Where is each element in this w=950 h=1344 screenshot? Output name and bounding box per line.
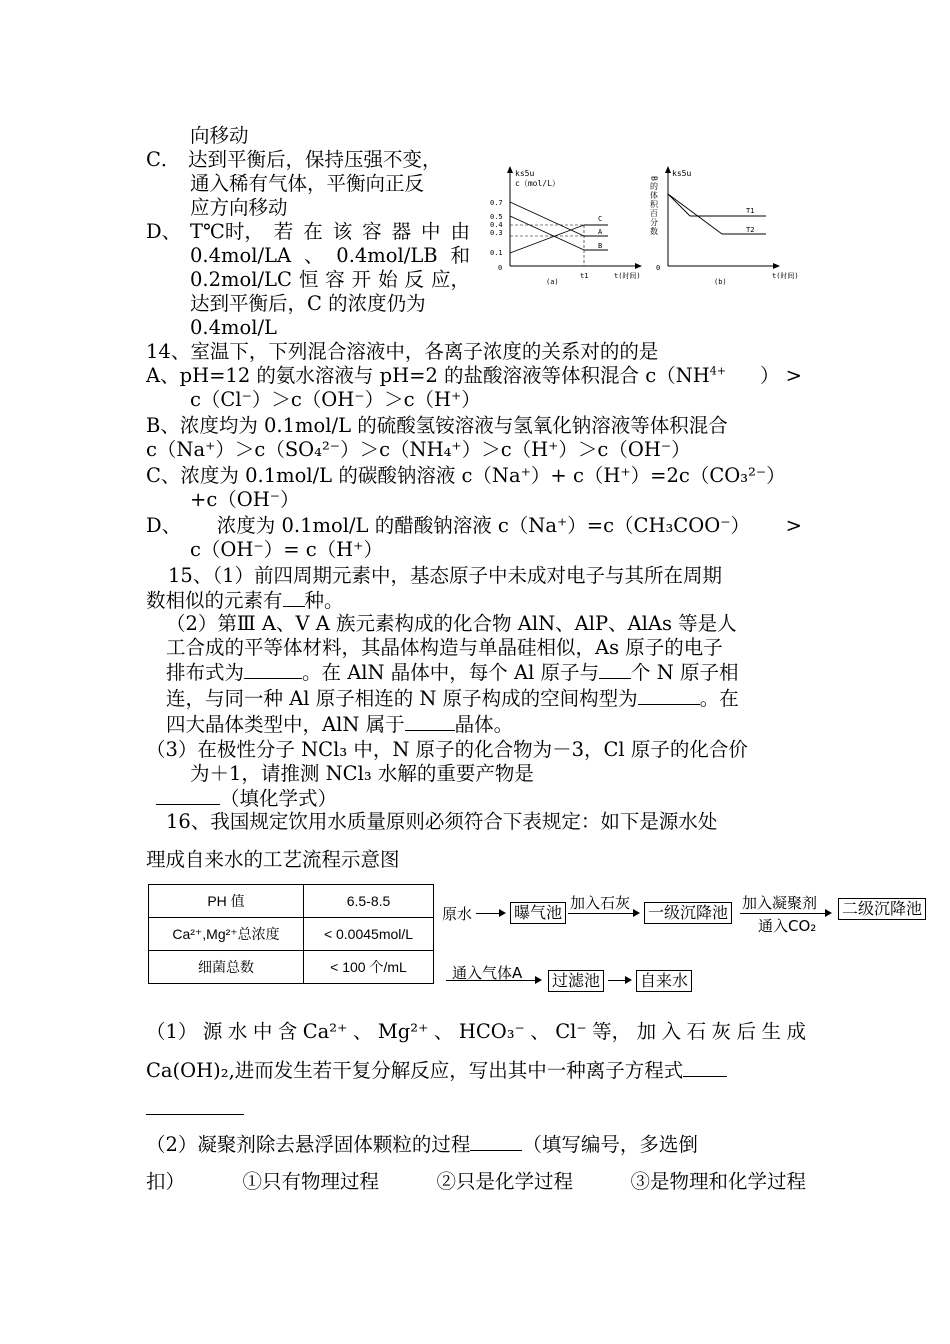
q15-line7: 四大晶体类型中，AlN 属于 晶体。	[166, 713, 514, 736]
figure-b-origin: 0	[656, 264, 661, 272]
q13-d-line5: 0.4mol/L	[190, 316, 277, 339]
q16-p2-line2: 扣） ①只有物理过程 ②只是化学过程 ③是物理和化学过程	[146, 1170, 806, 1193]
figure-b-curve-t2	[668, 194, 722, 234]
q13-c-label: C．	[146, 148, 181, 171]
q15-line8: （3）在极性分子 NCl₃ 中，N 原子的化合物为－3，Cl 原子的化合价	[146, 738, 748, 761]
table-cell: < 100 个/mL	[304, 951, 434, 984]
q14-option-c-line1: C、浓度为 0.1mol/L 的碳酸钠溶液 c（Na⁺）+ c（H⁺）=2c（CO₃²⁻）	[146, 464, 786, 487]
q13-c-line2: 通入稀有气体，平衡向正反	[190, 172, 425, 195]
q15-line2: 数相似的元素有 种。	[146, 589, 344, 612]
figure-b-xlabel: t(时间)	[772, 272, 799, 280]
q13-d-line1: T℃时， 若 在 该 容 器 中 由	[190, 220, 470, 243]
answer-blank[interactable]	[683, 1058, 727, 1077]
flow-aeration-tank: 曝气池	[510, 902, 566, 924]
flow-arrow	[476, 913, 504, 914]
answer-blank[interactable]	[470, 1132, 522, 1151]
q14-option-b-line2: c（Na⁺）＞c（SO₄²⁻）＞c（NH₄⁺）＞c（H⁺）＞c（OH⁻）	[146, 438, 691, 461]
figure-a-ytick: 0.4	[490, 221, 503, 229]
table-cell: 6.5-8.5	[304, 885, 434, 918]
flow-arrow	[608, 980, 630, 981]
figure-a-curve-c	[510, 225, 584, 253]
q13-c-line1: 达到平衡后，保持压强不变，	[188, 148, 442, 171]
table-cell: < 0.0045mol/L	[304, 918, 434, 951]
figure-a-series-label: B	[598, 242, 603, 250]
figure-a-ylabel: c（mol/L）	[515, 179, 560, 188]
flow-arrow	[568, 913, 638, 914]
q14-option-d-line1: D、 浓度为 0.1mol/L 的醋酸钠溶液 c（Na⁺）=c（CH₃COO⁻） >	[146, 514, 802, 537]
flow-settling-tank-2: 二级沉降池	[838, 898, 926, 920]
flow-coagulant-label: 加入凝聚剂	[742, 894, 818, 912]
figure-a-xtick: t1	[580, 272, 589, 280]
figure-a-xlabel: t(时间)	[614, 272, 641, 280]
flow-filter-tank: 过滤池	[548, 970, 604, 992]
figure-b-volume-fraction-graph	[648, 162, 816, 290]
figure-b-curve-t1	[668, 194, 690, 216]
table-cell: Ca²⁺,Mg²⁺总浓度	[149, 918, 304, 951]
q16-p2-line1: （2）凝聚剂除去悬浮固体颗粒的过程 （填写编号，多选倒	[146, 1133, 698, 1156]
q16-line1: 16、我国规定饮用水质量原则必须符合下表规定：如下是源水处	[166, 810, 718, 833]
answer-blank[interactable]	[146, 1096, 244, 1115]
table-cell: 细菌总数	[149, 951, 304, 984]
q13-c-line3: 应方向移动	[190, 196, 288, 219]
q13-d-line2: 0.4mol/LA 、 0.4mol/LB 和	[190, 244, 470, 267]
figure-a-ytick: 0.1	[490, 249, 503, 257]
q16-p1-line1: （1） 源 水 中 含 Ca²⁺ 、 Mg²⁺ 、 HCO₃⁻ 、 Cl⁻ 等， 加 入 石 灰 后 生 成	[146, 1020, 806, 1043]
q15-line1: 15、（1）前四周期元素中，基态原子中未成对电子与其所在周期	[168, 564, 722, 587]
flow-arrow	[740, 913, 830, 914]
table-cell: PH 值	[149, 885, 304, 918]
answer-blank[interactable]	[244, 660, 302, 679]
figure-a-curve-b	[510, 216, 584, 250]
figure-a-series-label: A	[598, 228, 603, 236]
flow-settling-tank-1: 一级沉降池	[644, 902, 732, 924]
q15-line10: （填化学式）	[156, 786, 337, 811]
figure-a-series-label: C	[598, 215, 603, 223]
q15-line6: 连，与同一种 Al 原子相连的 N 原子构成的空间构型为 。在	[166, 687, 739, 710]
q15-line3: （2）第Ⅲ A、Ⅴ A 族元素构成的化合物 AlN、AlP、AlAs 等是人	[166, 612, 737, 635]
q15-line5: 排布式为 。在 AlN 晶体中，每个 Al 原子与 个 N 原子相	[166, 661, 739, 684]
answer-blank[interactable]	[638, 686, 700, 705]
q14-option-d-line2: c（OH⁻）= c（H⁺）	[190, 538, 383, 561]
q13-d-line3: 0.2mol/LC 恒 容 开 始 反 应，	[190, 268, 470, 291]
figure-b-series-label: T1	[746, 207, 755, 215]
figure-b-watermark: ks5u	[672, 169, 692, 178]
q16-p1-line2: Ca(OH)₂,进而发生若干复分解反应，写出其中一种离子方程式	[146, 1058, 727, 1083]
figure-b-caption: (b)	[714, 278, 727, 286]
figure-a-caption: (a)	[546, 278, 559, 286]
q16-line2: 理成自来水的工艺流程示意图	[146, 848, 400, 871]
q15-line4: 工合成的平等体材料，其晶体构造与单晶硅相似，As 原子的电子	[166, 636, 723, 659]
flow-tap-water: 自来水	[636, 970, 692, 992]
table-row	[149, 885, 434, 918]
answer-blank[interactable]	[156, 786, 220, 805]
table-row	[149, 951, 434, 984]
q14-option-a-line2: c（Cl⁻）＞c（OH⁻）＞c（H⁺）	[190, 388, 481, 411]
flow-lime-label: 加入石灰	[570, 894, 631, 912]
figure-a-watermark: ks5u	[515, 169, 535, 178]
figure-a-ytick: 0.7	[490, 199, 503, 207]
figure-a-ytick: 0.5	[490, 213, 503, 221]
q13-b-tail: 向移动	[190, 124, 249, 147]
flow-co2-label: 通入CO₂	[758, 917, 817, 935]
answer-blank[interactable]	[599, 660, 631, 679]
q14-option-b-line1: B、浓度均为 0.1mol/L 的硫酸氢铵溶液与氢氧化钠溶液等体积混合	[146, 414, 728, 437]
answer-blank[interactable]	[405, 712, 455, 731]
figure-a-curve-a	[510, 202, 584, 236]
answer-blank[interactable]	[283, 588, 305, 607]
q13-d-label: D、	[146, 220, 182, 243]
flow-source: 原水	[442, 905, 473, 923]
figure-a-ytick: 0	[498, 264, 503, 272]
q15-line9: 为＋1，请推测 NCl₃ 水解的重要产物是	[190, 762, 534, 785]
figure-b-ylabel: B的体积百分数	[649, 176, 659, 236]
q13-d-line4: 达到平衡后，C 的浓度仍为	[190, 292, 426, 315]
water-standard-table	[148, 884, 434, 984]
q14-stem: 14、室温下，下列混合溶液中，各离子浓度的关系对的的是	[146, 340, 659, 363]
q14-option-a-line1: A、pH=12 的氨水溶液与 pH=2 的盐酸溶液等体积混合 $c(NH^{4+}$ ） >	[146, 364, 802, 387]
figure-a-ytick: 0.3	[490, 229, 503, 237]
q14-option-c-line2: +c（OH⁻）	[190, 488, 300, 511]
flow-gas-a-label: 通入气体A	[452, 964, 523, 982]
figure-b-series-label: T2	[746, 226, 755, 234]
flow-arrow	[446, 980, 540, 981]
table-row	[149, 918, 434, 951]
figure-a-concentration-graph	[488, 162, 648, 290]
